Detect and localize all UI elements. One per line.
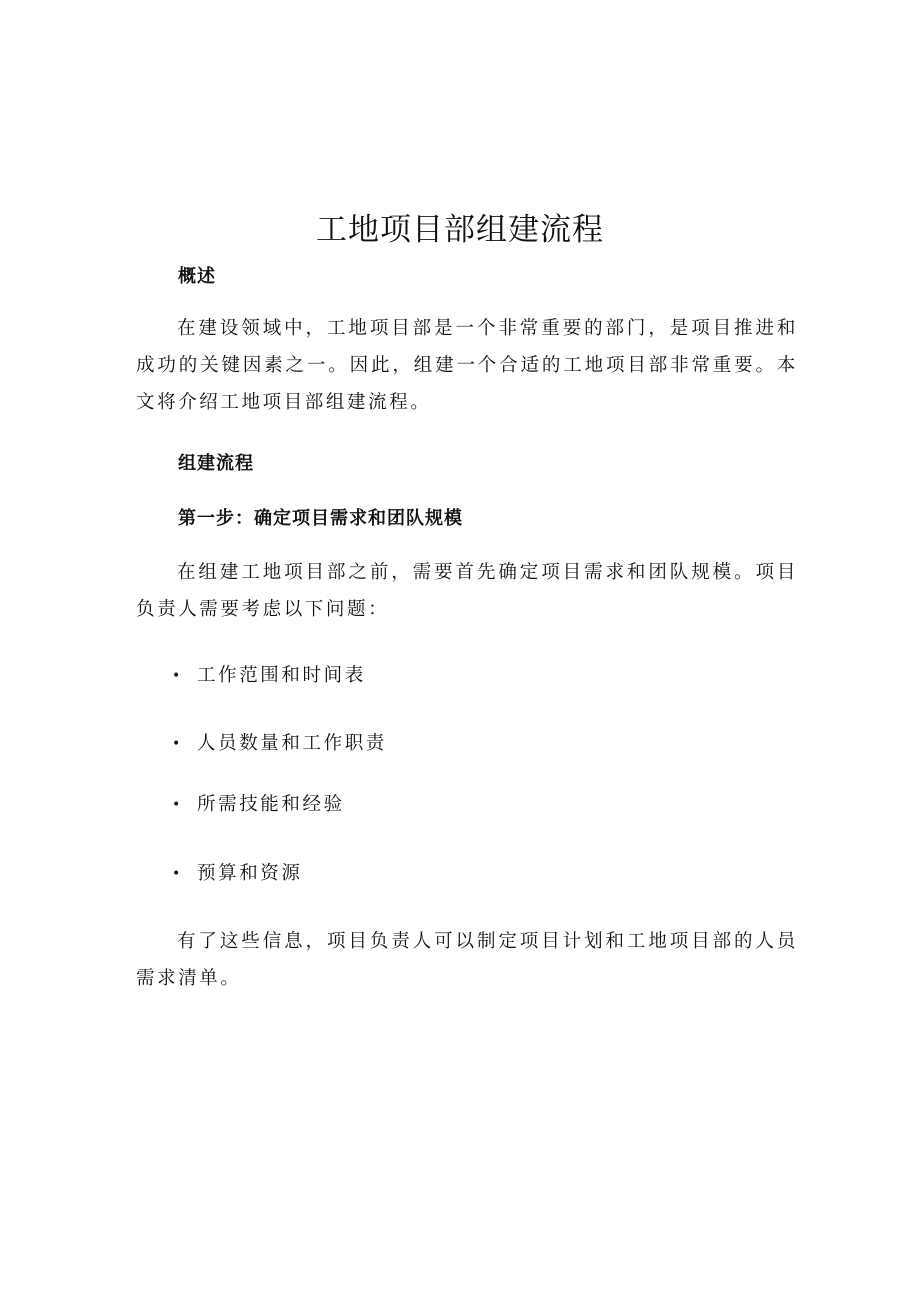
list-item-text: 所需技能和经验 bbox=[197, 794, 345, 815]
bullet-icon: • bbox=[172, 668, 183, 684]
list-item bbox=[172, 792, 345, 818]
list-item-text: 人员数量和工作职责 bbox=[197, 733, 387, 754]
document-title: 工地项目部组建流程 bbox=[316, 212, 604, 248]
step1-heading: 第一步：确定项目需求和团队规模 bbox=[178, 508, 463, 529]
overview-paragraph: 在建设领域中，工地项目部是一个非常重要的部门，是项目推进和成功的关键因素之一。因此，组建一个合适的工地项目部非常重要。本文将介绍工地项目部组建流程。 bbox=[136, 318, 798, 413]
list-item bbox=[172, 731, 387, 757]
list-item-text: 工作范围和时间表 bbox=[197, 665, 366, 686]
list-item-text: 预算和资源 bbox=[197, 863, 303, 884]
bullet-icon: • bbox=[172, 797, 183, 813]
overview-heading: 概述 bbox=[178, 266, 216, 287]
conclusion-paragraph: 有了这些信息，项目负责人可以制定项目计划和工地项目部的人员需求清单。 bbox=[136, 931, 798, 989]
step1-paragraph: 在组建工地项目部之前，需要首先确定项目需求和团队规模。项目负责人需要考虑以下问题： bbox=[136, 562, 798, 620]
bullet-icon: • bbox=[172, 866, 183, 882]
bullet-icon: • bbox=[172, 736, 183, 752]
list-item bbox=[172, 663, 366, 689]
process-heading: 组建流程 bbox=[178, 453, 254, 474]
list-item bbox=[172, 861, 303, 887]
